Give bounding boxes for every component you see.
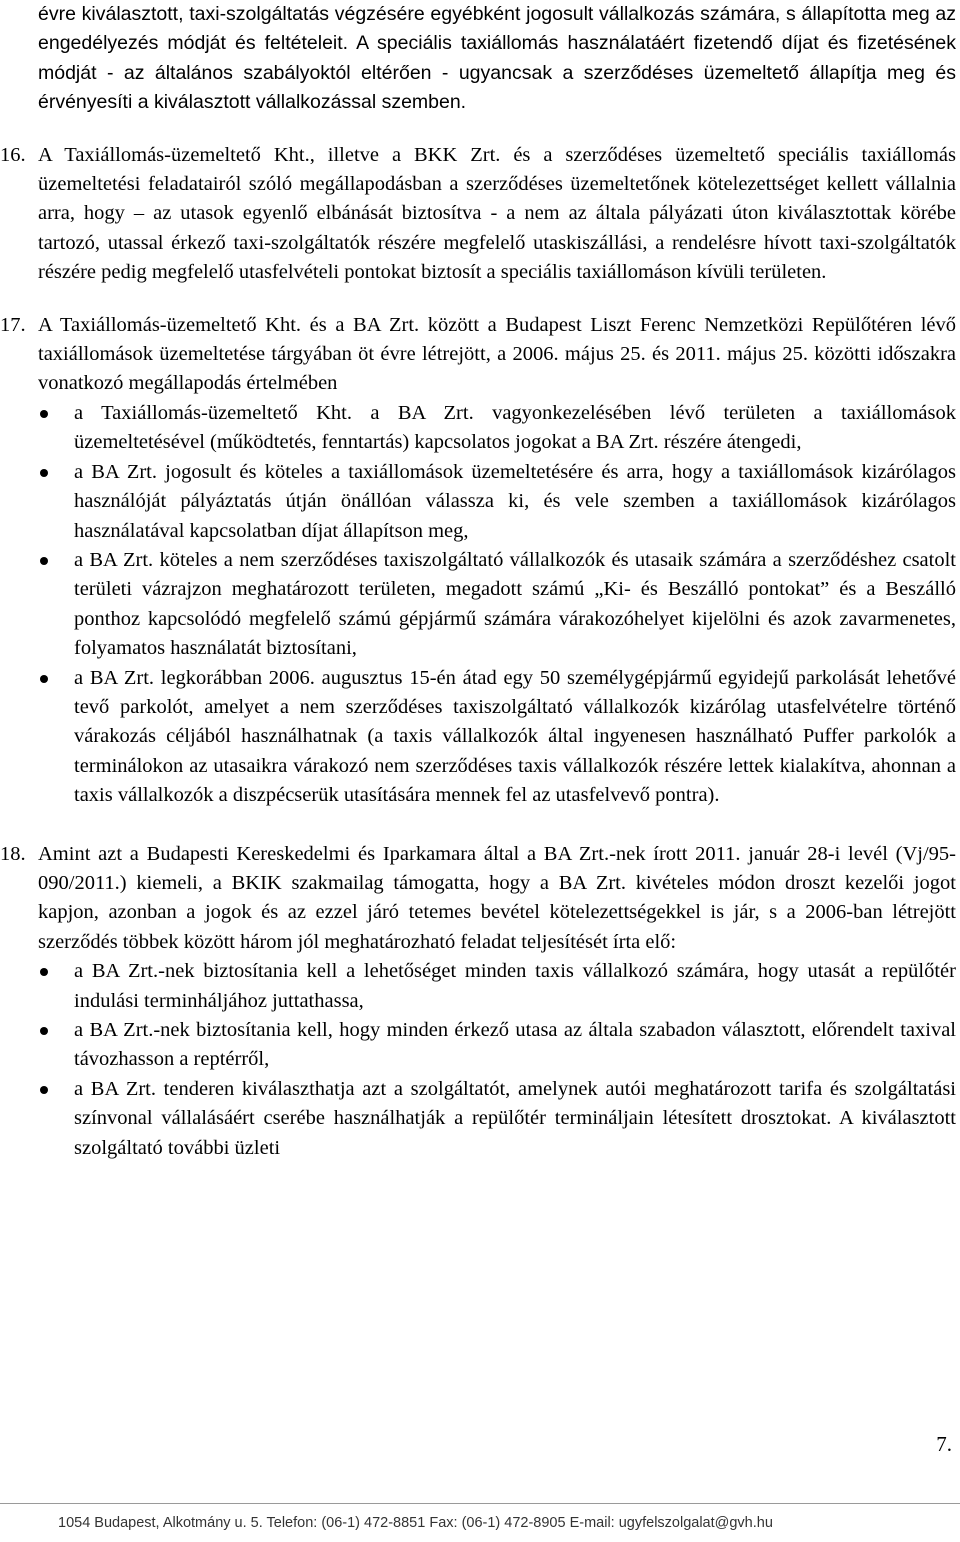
paragraph-continuation-part2: A speciális taxiállomás használatáért fizetendő díjat és fizetésének módját - az általános szabályoktól eltérően - ugyancsak a szerződéses üzemeltető állapítja meg és érvényesíti a kiválasztott vállalkozással szemben. xyxy=(38,32,956,114)
list-item: a BA Zrt.-nek biztosítania kell, hogy minden érkező utasa az általa szabadon választott, előrendelt taxival távozhasson a reptérről, xyxy=(38,1016,956,1075)
bullet-list xyxy=(38,399,956,811)
list-item: a Taxiállomás-üzemeltető Kht. a BA Zrt. vagyonkezelésében lévő területen a taxiállomások üzemeltetésével (működtetés, fenntartás) kapcsolatos jogokat a BA Zrt. részére átengedi, xyxy=(38,399,956,458)
spacer xyxy=(38,811,956,840)
page-footer: 1054 Budapest, Alkotmány u. 5. Telefon: (06-1) 472-8851 Fax: (06-1) 472-8905 E-mail: ugyfelszolgalat@gvh.hu xyxy=(0,1503,960,1536)
list-item: a BA Zrt. jogosult és köteles a taxiállomások üzemeltetésére és arra, hogy a taxiállomások kizárólagos használóját pályáztatás útján önállóan válassza ki, és vele szemben a taxiállomások kizárólagos használatával kapcsolatban díjat állapítson meg, xyxy=(38,458,956,546)
list-item: a BA Zrt. tenderen kiválaszthatja azt a szolgáltatót, amelynek autói meghatározott tarifa és szolgáltatási színvonal vállalásáért cserébe használhatják a repülőtér terminálјain létesített drosztokat. A kiválasztott szolgáltató további üzleti xyxy=(38,1075,956,1163)
paragraph-continuation xyxy=(38,0,956,118)
paragraph-continuation-part1: évre kiválasztott, taxi-szolgáltatás végzésére egyébként jogosult vállalkozás számára, s állapította meg az engedélyezés módját és feltételeit. xyxy=(38,3,956,55)
item-intro: Amint azt a Budapesti Kereskedelmi és Iparkamara által a BA Zrt.-nek írott 2011. január 28-i levél (Vj/95-090/2011.) kiemeli, a BKIK szakmailag támogatta, hogy a BA Zrt. kivételes módon droszt kezelői jogot kapjon, azonban a jogok és az ezzel járó tetemes bevétel kötelezettségekkel is jár, s a 2006-ban létrejött szerződés többek között három jól meghatározható feladat teljesítését írta elő: xyxy=(38,842,956,953)
bullet-list xyxy=(38,957,956,1163)
numbered-item-17 xyxy=(0,311,956,811)
item-number: 16. xyxy=(0,143,26,166)
list-item: a BA Zrt. legkorábban 2006. augusztus 15-én átad egy 50 személygépjármű egyidejű parkolását lehetővé tevő parkolót, amelyet a nem szerződéses taxiszolgáltató vállalkozók kizárólag utasfelvételre történő várakozás céljából használhatnak (a taxis vállalkozók által ingyenesen használható Puffer parkolók a terminálokon az utasaikra várakozó nem szerződéses taxis vállalkozók részére lettek kialakítva, ahonnan a taxis vállalkozók a diszpécserük utasítására mennek fel az utasfelvevő pontra). xyxy=(38,664,956,811)
numbered-item-16 xyxy=(0,141,956,288)
spacer xyxy=(38,288,956,311)
list-item: a BA Zrt.-nek biztosítania kell a lehetőséget minden taxis vállalkozó számára, hogy utasát a repülőtér indulási terminháljához juttathassa, xyxy=(38,957,956,1016)
item-number: 17. xyxy=(0,313,26,336)
item-intro: A Taxiállomás-üzemeltető Kht. és a BA Zrt. között a Budapest Liszt Ferenc Nemzetközi Repülőtéren lévő taxiállomások üzemeltetése tárgyában öt évre létrejött, a 2006. május 25. és 2011. május 25. közötti időszakra vonatkozó megállapodás értelmében xyxy=(38,313,956,395)
item-number: 18. xyxy=(0,842,26,865)
list-item: a BA Zrt. köteles a nem szerződéses taxiszolgáltató vállalkozók és utasaik számára a szerződéshez csatolt területi vázrajzon meghatározott területen, megadott számú „Ki- és Beszálló pontokat” és a Beszálló ponthoz kapcsolódó megfelelő számú gépjármű számára várakozóhelyet kijelölni és azok zavarmenetes, folyamatos használatát biztosítani, xyxy=(38,546,956,664)
item-text: A Taxiállomás-üzemeltető Kht., illetve a BKK Zrt. és a szerződéses üzemeltető speciális taxiállomás üzemeltetési feladatairól szóló megállapodásban a szerződéses üzemeltetőnek kötelezettséget kellett vállalnia arra, hogy – az utasok egyenlő elbánását biztosítva - a nem az általa pályázati úton kiválasztottak körébe tartozó, utassal érkező taxi-szolgáltatók részére megfelelő utaskiszállási, a rendelésre hívott taxi-szolgáltatók részére pedig megfelelő utasfelvételi pontokat biztosít a speciális taxiállomáson kívüli területen. xyxy=(38,143,956,284)
spacer xyxy=(38,118,956,141)
page-number: 7. xyxy=(936,1432,952,1456)
numbered-item-18 xyxy=(0,840,956,1163)
